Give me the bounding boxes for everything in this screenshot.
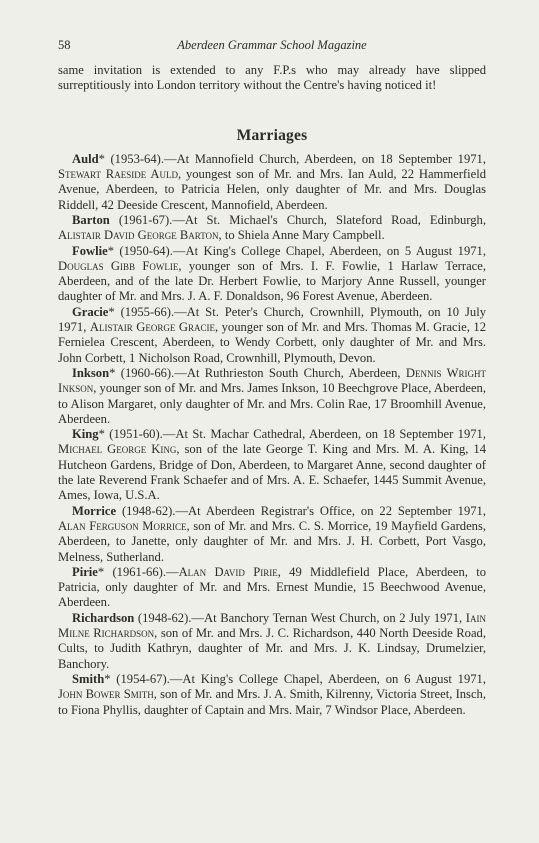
entry-surname: Pirie xyxy=(72,564,98,579)
entry-text: (1954-67).—At King's College Chapel, Aberdeen, on 6 August 1971, xyxy=(110,671,486,686)
entry-mark: * xyxy=(104,671,111,686)
entry-mark: * xyxy=(98,151,105,166)
marriage-entry-smith xyxy=(58,672,486,718)
entry-text: , son of Mr. and Mrs. J. C. Richardson, 440 North Deeside Road, Cults, to Judith Kathryn, daughter of Mr. and Mrs. J. K. Lindsay, Drumelzier, Banchory. xyxy=(58,626,487,671)
entry-fullname: John Bower Smith xyxy=(58,687,154,702)
entry-fullname: Alistair George Gracie xyxy=(89,320,215,335)
entry-fullname: Iain Milne Richardson xyxy=(58,610,486,641)
entry-text: (1948-62).—At Banchory Ternan West Church, on 2 July 1971, xyxy=(134,610,466,625)
entry-text: (1960-66).—At Ruthrieston South Church, Aberdeen, xyxy=(115,365,406,380)
marriage-entry-inkson xyxy=(58,366,486,427)
entry-mark: * xyxy=(98,427,105,442)
entry-fullname: Stewart Raeside Auld xyxy=(58,167,178,182)
entry-fullname: Michael George King xyxy=(58,442,177,457)
marriage-list xyxy=(58,152,486,718)
entry-text: , son of the late George T. King and Mrs. M. A. King, 14 Hutcheon Gardens, Bridge of Don, Aberdeen, to Margaret Anne, second daughter of the late Reverend Frank Schaefer and of Mrs. A. E. Schaefer, 1445 Summit Avenue, Ames, Iowa, U.S.A. xyxy=(58,442,487,503)
magazine-page xyxy=(58,38,486,718)
entry-text: , son of Mr. and Mrs. C. S. Morrice, 19 Mayfield Gardens, Aberdeen, to Janette, only daughter of Mr. and Mrs. J. H. Corbett, Port Vasgo, Melness, Sutherland. xyxy=(58,518,487,564)
entry-mark: * xyxy=(97,564,105,579)
entry-text: (1953-64).—At Mannofield Church, Aberdeen, on 18 September 1971, xyxy=(104,151,486,166)
marriage-entry-gracie xyxy=(58,305,486,366)
entry-surname: Richardson xyxy=(72,610,135,625)
entry-text: , younger son of Mr. and Mrs. James Inkson, 10 Beechgrove Place, Aberdeen, to Alison Margaret, only daughter of Mr. and Mrs. Colin Rae, 17 Broomhill Avenue, Aberdeen. xyxy=(58,381,486,426)
entry-fullname: Alan David Pirie xyxy=(178,564,278,579)
entry-mark: * xyxy=(108,304,115,319)
entry-surname: Fowlie xyxy=(72,243,108,258)
entry-surname: Gracie xyxy=(72,304,109,319)
entry-text: , youngest son of Mr. and Mrs. Ian Auld, 22 Hammerfield Avenue, Aberdeen, to Patricia Helen, only daughter of Mr. and Mrs. Douglas Riddell, 42 Deeside Crescent, Mannofield, Aberdeen. xyxy=(58,167,486,212)
entry-surname: Auld xyxy=(72,151,99,166)
entry-fullname: Dennis Wright Inkson xyxy=(58,365,486,396)
entry-text: (1961-67).—At St. Michael's Church, Slateford Road, Edinburgh, xyxy=(109,213,486,227)
entry-text: (1961-66).— xyxy=(104,564,179,579)
entry-text: (1950-64).—At King's College Chapel, Aberdeen, on 5 August 1971, xyxy=(113,243,486,258)
entry-surname: King xyxy=(72,427,99,442)
section-heading: Marriages xyxy=(236,126,308,144)
marriage-entry-auld xyxy=(58,152,486,213)
marriage-entry-barton xyxy=(58,213,486,244)
marriage-entry-richardson xyxy=(58,611,486,672)
entry-text: , younger son of Mr. and Mrs. Thomas M. Gracie, 12 Fernielea Crescent, Aberdeen, to Wendy Corbett, only daughter of Mr. and Mrs. John Corbett, 1 Nicholson Road, Crownhill, Plymouth, Devon. xyxy=(58,320,486,365)
entry-mark: * xyxy=(107,243,114,258)
entry-surname: Smith xyxy=(72,671,105,686)
page-number: 58 xyxy=(58,38,71,52)
entry-fullname: Alan Ferguson Morrice xyxy=(58,518,187,533)
entry-text: , son of Mr. and Mrs. J. A. Smith, Kilrenny, Victoria Street, Insch, to Fiona Phyllis, daughter of Captain and Mrs. Mair, 7 Windsor Place, Aberdeen. xyxy=(58,687,486,717)
entry-surname: Morrice xyxy=(72,503,117,518)
entry-mark: * xyxy=(109,365,116,380)
marriage-entry-fowlie xyxy=(58,244,486,305)
entry-text: , younger son of Mrs. I. F. Fowlie, 1 Harlaw Terrace, Aberdeen, and of the late Dr. Herbert Fowlie, to Marjory Anne Russell, younger daughter of Mr. and Mrs. J. A. F. Donaldson, 96 Forest Avenue, Aberdeen. xyxy=(58,258,486,304)
marriage-entry-king xyxy=(58,427,486,503)
marriage-entry-pirie xyxy=(58,565,486,611)
intro-paragraph: same invitation is extended to any F.P.s who may already have slipped surreptitiously into London territory without the Centre's having noticed it! xyxy=(58,63,486,93)
page-header xyxy=(58,38,486,56)
entry-fullname: Douglas Gibb Fowlie xyxy=(58,258,179,273)
running-title: Aberdeen Grammar School Magazine xyxy=(177,38,367,52)
entry-surname: Barton xyxy=(72,213,110,227)
entry-surname: Inkson xyxy=(72,365,110,380)
entry-text: , to Shiela Anne Mary Campbell. xyxy=(218,228,385,243)
entry-text: (1951-60).—At St. Machar Cathedral, Aberdeen, on 18 September 1971, xyxy=(104,427,486,442)
entry-fullname: Alistair David George Barton xyxy=(58,228,219,243)
marriage-entry-morrice xyxy=(58,504,486,565)
entry-text: (1948-62).—At Aberdeen Registrar's Office, on 22 September 1971, xyxy=(116,503,486,518)
entry-text: , 49 Middlefield Place, Aberdeen, to Patricia, only daughter of Mr. and Mrs. Ernest Mundie, 15 Beechwood Avenue, Aberdeen. xyxy=(58,564,486,610)
entry-text: (1955-66).—At St. Peter's Church, Crownhill, Plymouth, on 10 July 1971, xyxy=(58,304,486,335)
